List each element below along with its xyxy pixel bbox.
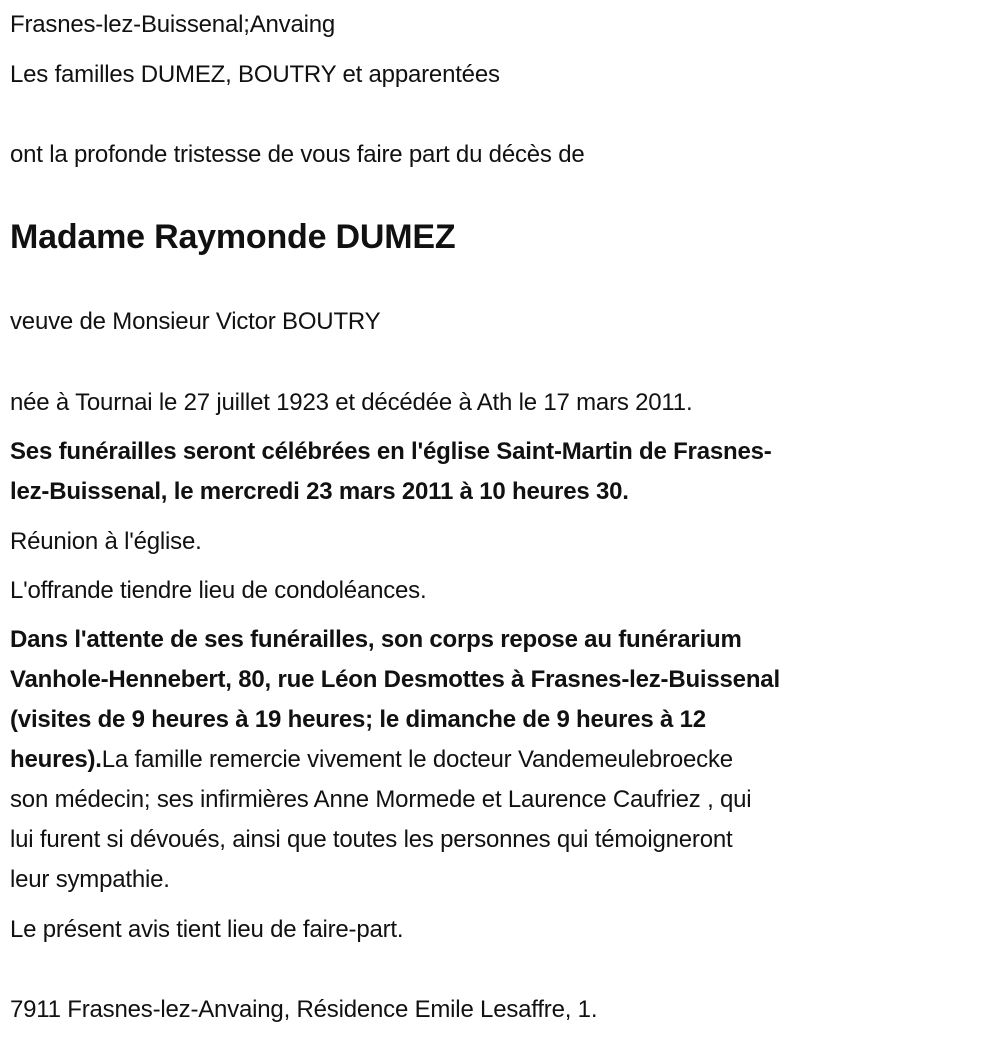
funerarium-line: Dans l'attente de ses funérailles, son corps repose au funérarium (10, 626, 742, 653)
deceased-name: Madame Raymonde DUMEZ (10, 218, 456, 256)
address: 7911 Frasnes-lez-Anvaing, Résidence Emile Lesaffre, 1. (10, 996, 598, 1023)
intro-text: ont la profonde tristesse de vous faire part du décès de (10, 141, 585, 168)
offering: L'offrande tiendre lieu de condoléances. (10, 577, 427, 604)
mixed-line (10, 740, 733, 780)
notice: Le présent avis tient lieu de faire-part. (10, 916, 404, 943)
funerarium-line: Vanhole-Hennebert, 80, rue Léon Desmottes à Frasnes-lez-Buissenal (10, 666, 780, 693)
thanks-line: son médecin; ses infirmières Anne Mormede et Laurence Caufriez , qui (10, 786, 752, 813)
funeral-line: Ses funérailles seront célébrées en l'église Saint-Martin de Frasnes- (10, 438, 772, 465)
thanks-line: La famille remercie vivement le docteur Vandemeulebroecke (101, 746, 733, 773)
widow-of: veuve de Monsieur Victor BOUTRY (10, 308, 381, 335)
funerarium-line: heures). (10, 746, 102, 773)
meeting: Réunion à l'église. (10, 528, 202, 555)
thanks-line: leur sympathie. (10, 866, 170, 893)
funeral-line: lez-Buissenal, le mercredi 23 mars 2011 à 10 heures 30. (10, 478, 629, 505)
funerarium-line: (visites de 9 heures à 19 heures; le dimanche de 9 heures à 12 (10, 706, 706, 733)
families: Les familles DUMEZ, BOUTRY et apparentées (10, 61, 500, 88)
location: Frasnes-lez-Buissenal;Anvaing (10, 11, 336, 38)
thanks-line: lui furent si dévoués, ainsi que toutes les personnes qui témoigneront (10, 826, 733, 853)
birth-death: née à Tournai le 27 juillet 1923 et décédée à Ath le 17 mars 2011. (10, 389, 693, 416)
